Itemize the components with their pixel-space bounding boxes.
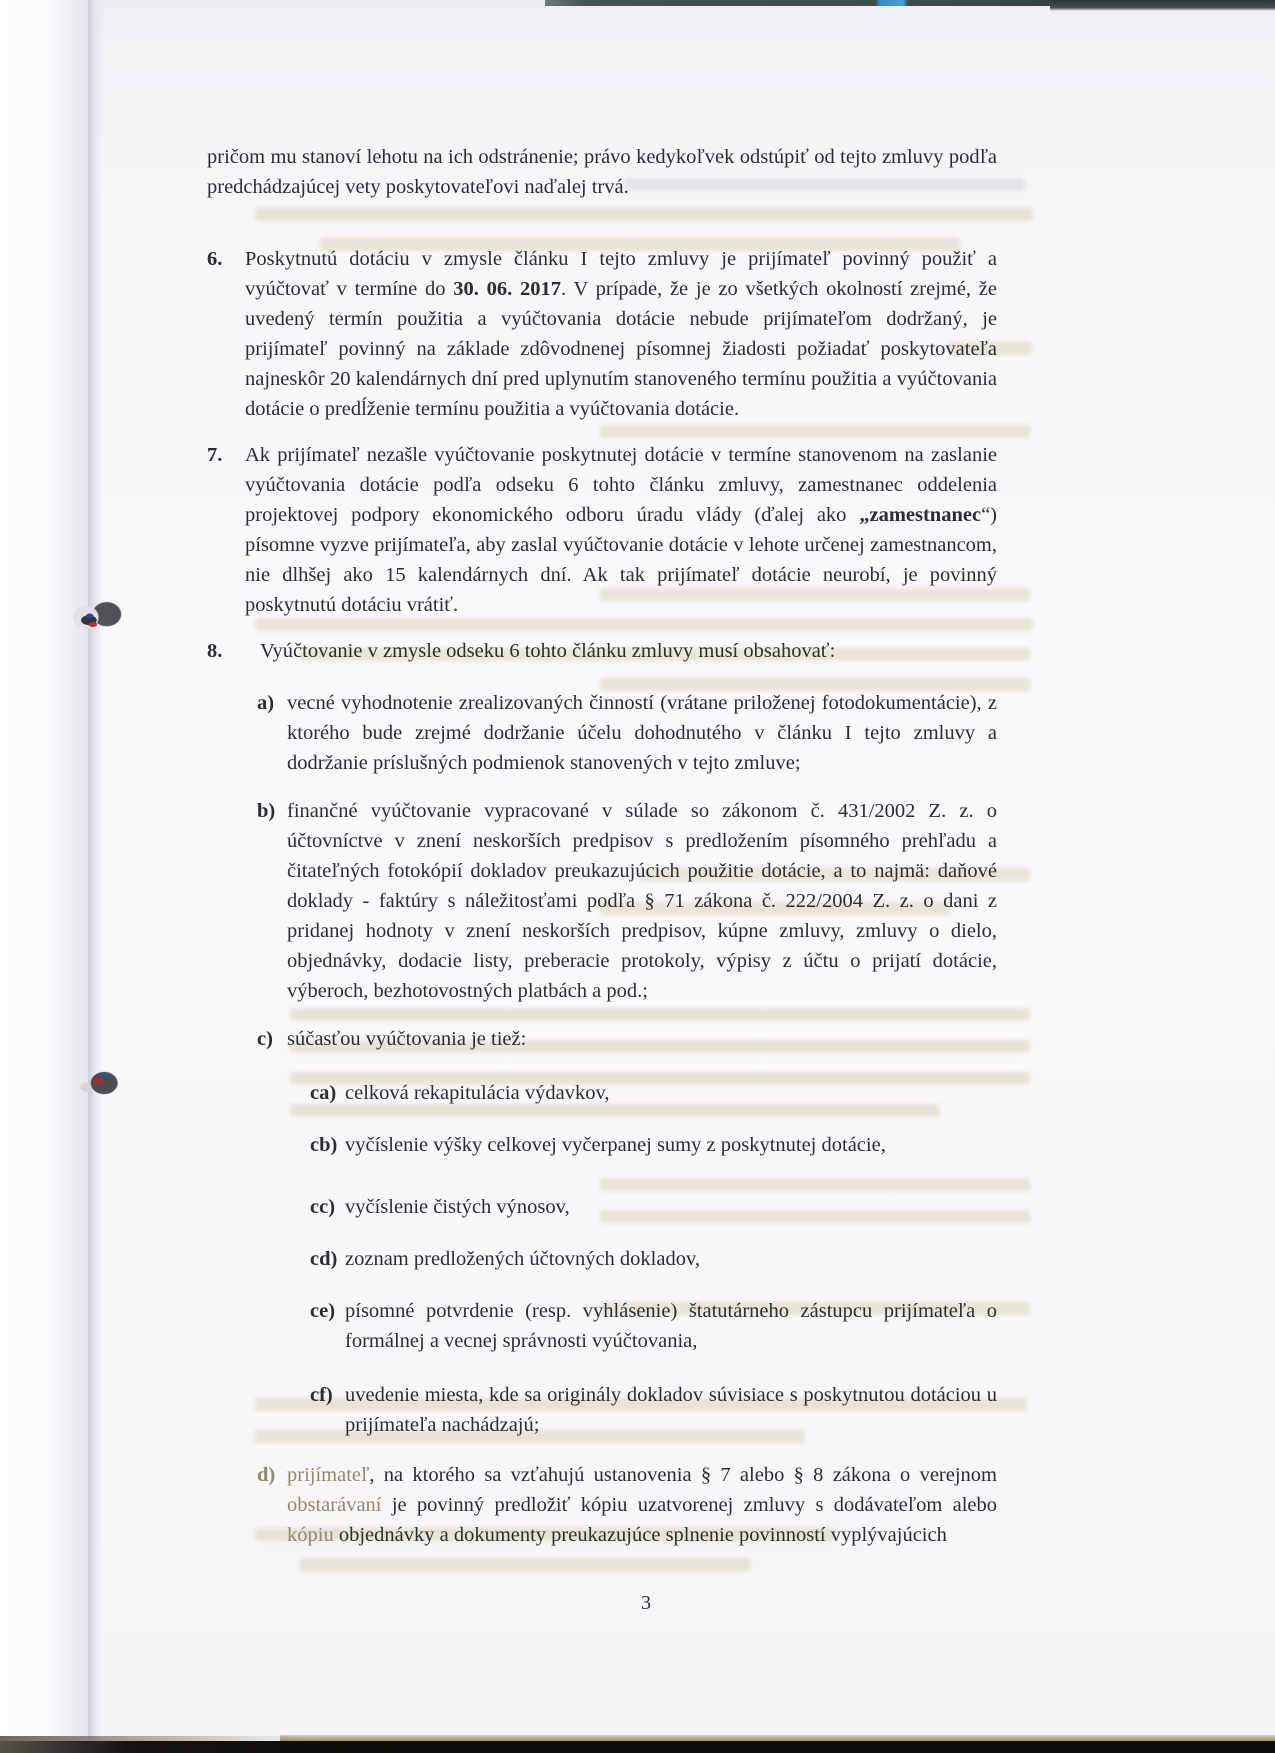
- subclause-cf: [310, 1380, 997, 1440]
- subclause-cd-label: cd): [310, 1248, 338, 1270]
- subclause-cf-label: cf): [310, 1384, 333, 1406]
- clause-6-number: 6.: [207, 248, 223, 270]
- text-run-highlighted: kópiu: [287, 1524, 334, 1546]
- text-run: . V prípade, že je zo všetkých okolností zrejmé, že uvedený termín použitia a vyúčtovania dotácie nebude prijímateľom dodržaný, je prijímateľ povinný na základe zdôvodnenej písomnej žiadosti požiadať poskytovateľa najneskôr 20 kalendárnych dní pred uplynutím stanoveného termínu použitia a vyúčtovania dotácie o predĺženie termínu použitia a vyúčtovania dotácie.: [245, 278, 997, 420]
- text-run-highlighted: prijímateľ: [287, 1464, 370, 1486]
- subclause-ce-label: ce): [310, 1300, 336, 1322]
- subclause-a-text: [287, 688, 997, 778]
- subclause-cc: [310, 1192, 997, 1222]
- clause-7: [207, 440, 997, 620]
- text-run: zoznam predložených účtovných dokladov,: [345, 1248, 701, 1270]
- intro-continuation-paragraph: [207, 142, 997, 202]
- text-run: objednávky a dokumenty preukazujúce splnenie povinností vyplývajúcich: [333, 1524, 947, 1546]
- text-run: “) písomne vyzve prijímateľa, aby zaslal vyúčtovanie dotácie v lehote určenej zamestnancom, nie dlhšej ako 15 kalendárnych dní. Ak tak prijímateľ dotácie neurobí, je povinný poskytnutú dotáciu vrátiť.: [245, 504, 997, 616]
- subclause-c-label: c): [257, 1028, 273, 1050]
- text-run-highlighted: obstarávaní: [287, 1494, 382, 1516]
- subclause-cb-text: [345, 1130, 997, 1160]
- subclause-cf-text: [345, 1380, 997, 1440]
- subclause-ca: [310, 1078, 997, 1108]
- subclause-d: [257, 1460, 997, 1550]
- subclause-b-text: [287, 796, 997, 1006]
- subclause-cc-label: cc): [310, 1196, 336, 1218]
- subclause-c-text: [287, 1024, 997, 1054]
- subclause-cd-text: [345, 1244, 997, 1274]
- text-run-bold-date: 30. 06. 2017: [453, 278, 561, 300]
- subclause-cb: [310, 1130, 997, 1160]
- clause-8-number: 8.: [207, 640, 223, 662]
- text-run: súčasťou vyúčtovania je tiež:: [287, 1028, 527, 1050]
- bleed-through-line: [300, 1558, 750, 1571]
- text-run: vyčíslenie čistých výnosov,: [345, 1196, 570, 1218]
- text-run: Vyúčtovanie v zmysle odseku 6 tohto článku zmluvy musí obsahovať:: [260, 640, 836, 662]
- text-run: Poskytnutú dotáciu v zmysle článku I tejto zmluvy je prijímateľ povinný použiť a vyúčtovať v termíne do: [245, 248, 997, 300]
- binding-hole-grommet-bottom: [73, 1056, 133, 1108]
- clause-6-text: [245, 244, 997, 424]
- subclause-a-label: a): [257, 692, 275, 714]
- text-run: Ak prijímateľ nezašle vyúčtovanie poskytnutej dotácie v termíne stanovenom na zaslanie vyúčtovania dotácie podľa odseku 6 tohto článku zmluvy, zamestnanec oddelenia projektovej podpory ekonomického odboru úradu vlády (ďalej ako: [245, 444, 997, 526]
- text-run: pričom mu stanoví lehotu na ich odstránenie; právo kedykoľvek odstúpiť od tejto zmluvy podľa predchádzajúcej vety poskytovateľovi naďalej trvá.: [207, 146, 997, 198]
- clause-8: [207, 636, 997, 666]
- text-run: celková rekapitulácia výdavkov,: [345, 1082, 610, 1104]
- text-run: finančné vyúčtovanie vypracované v súlade so zákonom č. 431/2002 Z. z. o účtovníctve v znení neskorších predpisov s predložením písomného prehľadu a čitateľných fotokópií dokladov preukazujúcich použitie dotácie, a to najmä: daňové doklady - faktúry s náležitosťami podľa § 71 zákona č. 222/2004 Z. z. o dani z pridanej hodnoty v znení neskorších predpisov, kúpne zmluvy, zmluvy o dielo, objednávky, dodacie listy, preberacie protokoly, výpisy z účtu o prijatí dotácie, výberoch, bezhotovostných platbách a pod.;: [287, 800, 997, 1002]
- subclause-ca-text: [345, 1078, 997, 1108]
- page-fold-crease: [88, 0, 104, 1753]
- subclause-b: [257, 796, 997, 1006]
- text-run: vecné vyhodnotenie zrealizovaných činností (vrátane priloženej fotodokumentácie), z ktorého bude zrejmé dodržanie účelu dohodnutého v článku I tejto zmluvy a dodržanie príslušných podmienok stanovených v tejto zmluve;: [287, 692, 997, 774]
- text-run-bold-term: „zamestnanec: [859, 504, 982, 526]
- subclause-a: [257, 688, 997, 778]
- clause-7-text: [245, 440, 997, 620]
- scan-top-edge-right: [1050, 0, 1275, 11]
- subclause-cd: [310, 1244, 997, 1274]
- subclause-ce: [310, 1296, 997, 1356]
- subclause-ca-label: ca): [310, 1082, 337, 1104]
- page-left-edge: [0, 0, 88, 1753]
- scan-bottom-edge: [0, 1741, 1275, 1753]
- clause-6: [207, 244, 997, 424]
- subclause-d-text: [287, 1460, 997, 1550]
- subclause-cc-text: [345, 1192, 997, 1222]
- subclause-ce-text: [345, 1296, 997, 1356]
- contract-text-column: [207, 142, 997, 1550]
- text-run: vyčíslenie výšky celkovej vyčerpanej sumy z poskytnutej dotácie,: [345, 1134, 886, 1156]
- text-run: písomné potvrdenie (resp. vyhlásenie) štatutárneho zástupcu prijímateľa o formálnej a vecnej správnosti vyúčtovania,: [345, 1300, 997, 1352]
- clause-7-number: 7.: [207, 444, 223, 466]
- text-run: , na ktorého sa vzťahujú ustanovenia § 7 alebo § 8 zákona o verejnom: [369, 1464, 997, 1486]
- subclause-cb-label: cb): [310, 1134, 338, 1156]
- page-number: 3: [641, 1592, 651, 1614]
- text-run: uvedenie miesta, kde sa originály dokladov súvisiace s poskytnutou dotáciou u prijímateľa nachádzajú;: [345, 1384, 997, 1436]
- clause-8-heading: [245, 636, 997, 666]
- subclause-c: [257, 1024, 997, 1054]
- text-run: je povinný predložiť kópiu uzatvorenej zmluvy s dodávateľom alebo: [381, 1494, 997, 1516]
- subclause-b-label: b): [257, 800, 276, 822]
- binding-hole-grommet-top: [60, 586, 138, 646]
- subclause-d-label: d): [257, 1464, 276, 1486]
